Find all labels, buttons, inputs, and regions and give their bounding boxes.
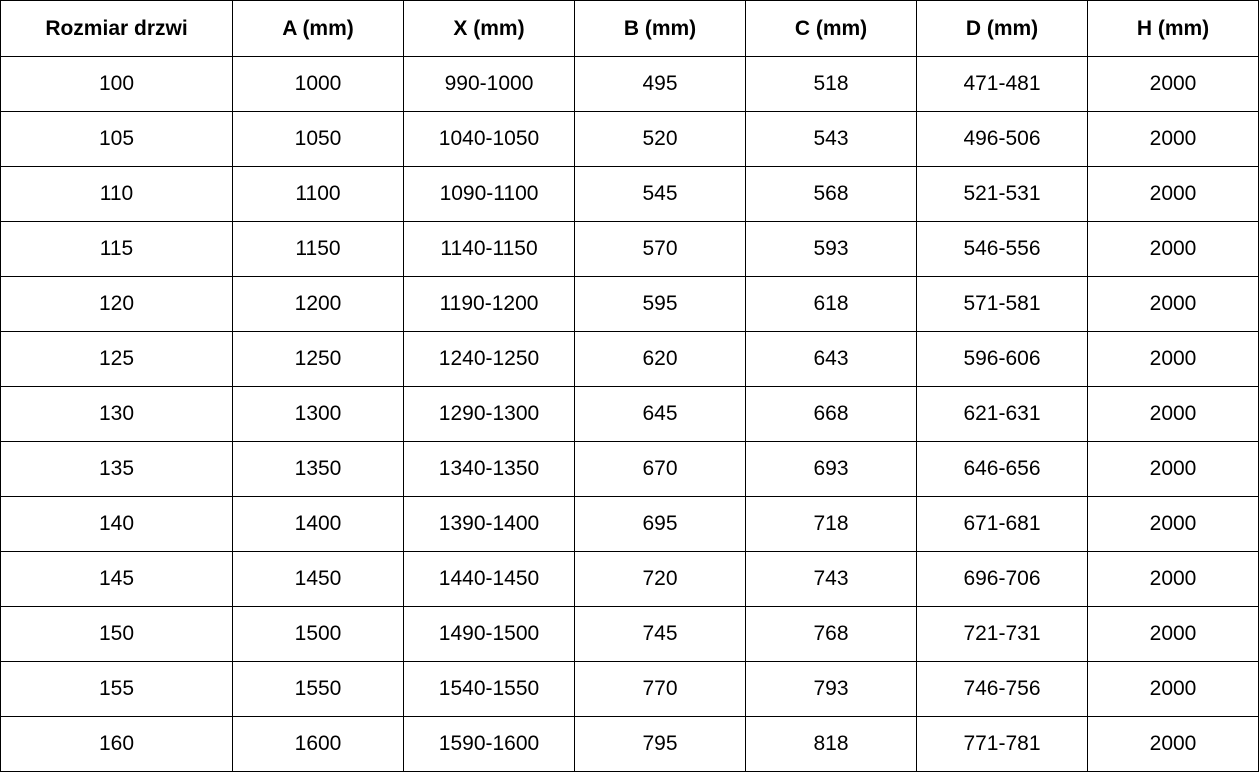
table-cell: 671-681 xyxy=(917,497,1088,552)
header-cell: B (mm) xyxy=(575,1,746,57)
table-cell: 1190-1200 xyxy=(404,277,575,332)
table-cell: 105 xyxy=(1,112,233,167)
table-row xyxy=(1,387,1259,442)
table-cell: 1400 xyxy=(233,497,404,552)
table-cell: 1240-1250 xyxy=(404,332,575,387)
table-cell: 1340-1350 xyxy=(404,442,575,497)
header-cell: H (mm) xyxy=(1088,1,1259,57)
table-cell: 745 xyxy=(575,607,746,662)
header-row xyxy=(1,1,1259,57)
table-cell: 771-781 xyxy=(917,717,1088,772)
table-cell: 130 xyxy=(1,387,233,442)
table-cell: 1090-1100 xyxy=(404,167,575,222)
table-cell: 818 xyxy=(746,717,917,772)
table-cell: 668 xyxy=(746,387,917,442)
table-cell: 2000 xyxy=(1088,167,1259,222)
table-cell: 720 xyxy=(575,552,746,607)
table-cell: 1200 xyxy=(233,277,404,332)
table-cell: 1490-1500 xyxy=(404,607,575,662)
table-cell: 546-556 xyxy=(917,222,1088,277)
header-cell: C (mm) xyxy=(746,1,917,57)
table-cell: 2000 xyxy=(1088,552,1259,607)
table-row xyxy=(1,607,1259,662)
table-cell: 1040-1050 xyxy=(404,112,575,167)
table-cell: 160 xyxy=(1,717,233,772)
table-cell: 115 xyxy=(1,222,233,277)
table-cell: 1590-1600 xyxy=(404,717,575,772)
table-cell: 1450 xyxy=(233,552,404,607)
table-cell: 595 xyxy=(575,277,746,332)
table-cell: 100 xyxy=(1,57,233,112)
table-cell: 568 xyxy=(746,167,917,222)
table-cell: 545 xyxy=(575,167,746,222)
table-cell: 571-581 xyxy=(917,277,1088,332)
table-cell: 743 xyxy=(746,552,917,607)
table-cell: 645 xyxy=(575,387,746,442)
table-cell: 670 xyxy=(575,442,746,497)
table-cell: 140 xyxy=(1,497,233,552)
table-cell: 1050 xyxy=(233,112,404,167)
table-row xyxy=(1,112,1259,167)
table-cell: 620 xyxy=(575,332,746,387)
table-cell: 643 xyxy=(746,332,917,387)
table-cell: 2000 xyxy=(1088,112,1259,167)
table-row xyxy=(1,552,1259,607)
table-cell: 1550 xyxy=(233,662,404,717)
table-cell: 155 xyxy=(1,662,233,717)
table-row xyxy=(1,222,1259,277)
table-cell: 695 xyxy=(575,497,746,552)
table-row xyxy=(1,442,1259,497)
table-cell: 1000 xyxy=(233,57,404,112)
table-cell: 120 xyxy=(1,277,233,332)
table-cell: 2000 xyxy=(1088,277,1259,332)
table-cell: 696-706 xyxy=(917,552,1088,607)
table-cell: 1150 xyxy=(233,222,404,277)
table-row xyxy=(1,497,1259,552)
table-row xyxy=(1,717,1259,772)
table-cell: 135 xyxy=(1,442,233,497)
table-header xyxy=(1,1,1259,57)
table-cell: 2000 xyxy=(1088,57,1259,112)
table-cell: 1350 xyxy=(233,442,404,497)
table-cell: 593 xyxy=(746,222,917,277)
table-row xyxy=(1,277,1259,332)
table-cell: 1140-1150 xyxy=(404,222,575,277)
table-cell: 1600 xyxy=(233,717,404,772)
table-cell: 2000 xyxy=(1088,332,1259,387)
table-cell: 718 xyxy=(746,497,917,552)
table-cell: 521-531 xyxy=(917,167,1088,222)
table-cell: 110 xyxy=(1,167,233,222)
table-cell: 2000 xyxy=(1088,607,1259,662)
table-cell: 471-481 xyxy=(917,57,1088,112)
table-cell: 1290-1300 xyxy=(404,387,575,442)
table-cell: 1500 xyxy=(233,607,404,662)
table-cell: 646-656 xyxy=(917,442,1088,497)
table-cell: 1300 xyxy=(233,387,404,442)
table-cell: 721-731 xyxy=(917,607,1088,662)
table-cell: 2000 xyxy=(1088,662,1259,717)
header-cell: D (mm) xyxy=(917,1,1088,57)
table-body xyxy=(1,57,1259,772)
table-cell: 693 xyxy=(746,442,917,497)
header-cell: Rozmiar drzwi xyxy=(1,1,233,57)
table-cell: 795 xyxy=(575,717,746,772)
table-cell: 596-606 xyxy=(917,332,1088,387)
table-cell: 1540-1550 xyxy=(404,662,575,717)
table-cell: 2000 xyxy=(1088,387,1259,442)
table-row xyxy=(1,57,1259,112)
table-cell: 990-1000 xyxy=(404,57,575,112)
table-cell: 2000 xyxy=(1088,717,1259,772)
table-cell: 793 xyxy=(746,662,917,717)
table-cell: 2000 xyxy=(1088,442,1259,497)
table-cell: 1390-1400 xyxy=(404,497,575,552)
table-cell: 125 xyxy=(1,332,233,387)
table-cell: 150 xyxy=(1,607,233,662)
table-cell: 621-631 xyxy=(917,387,1088,442)
table-cell: 518 xyxy=(746,57,917,112)
table-cell: 618 xyxy=(746,277,917,332)
table-cell: 770 xyxy=(575,662,746,717)
table-cell: 2000 xyxy=(1088,497,1259,552)
header-cell: X (mm) xyxy=(404,1,575,57)
table-cell: 746-756 xyxy=(917,662,1088,717)
table-cell: 543 xyxy=(746,112,917,167)
table-cell: 520 xyxy=(575,112,746,167)
table-cell: 2000 xyxy=(1088,222,1259,277)
header-cell: A (mm) xyxy=(233,1,404,57)
table-row xyxy=(1,167,1259,222)
table-row xyxy=(1,332,1259,387)
table-cell: 145 xyxy=(1,552,233,607)
table-cell: 570 xyxy=(575,222,746,277)
table-cell: 495 xyxy=(575,57,746,112)
table-cell: 1100 xyxy=(233,167,404,222)
table-cell: 1250 xyxy=(233,332,404,387)
table-row xyxy=(1,662,1259,717)
table-cell: 768 xyxy=(746,607,917,662)
table-cell: 496-506 xyxy=(917,112,1088,167)
table-cell: 1440-1450 xyxy=(404,552,575,607)
